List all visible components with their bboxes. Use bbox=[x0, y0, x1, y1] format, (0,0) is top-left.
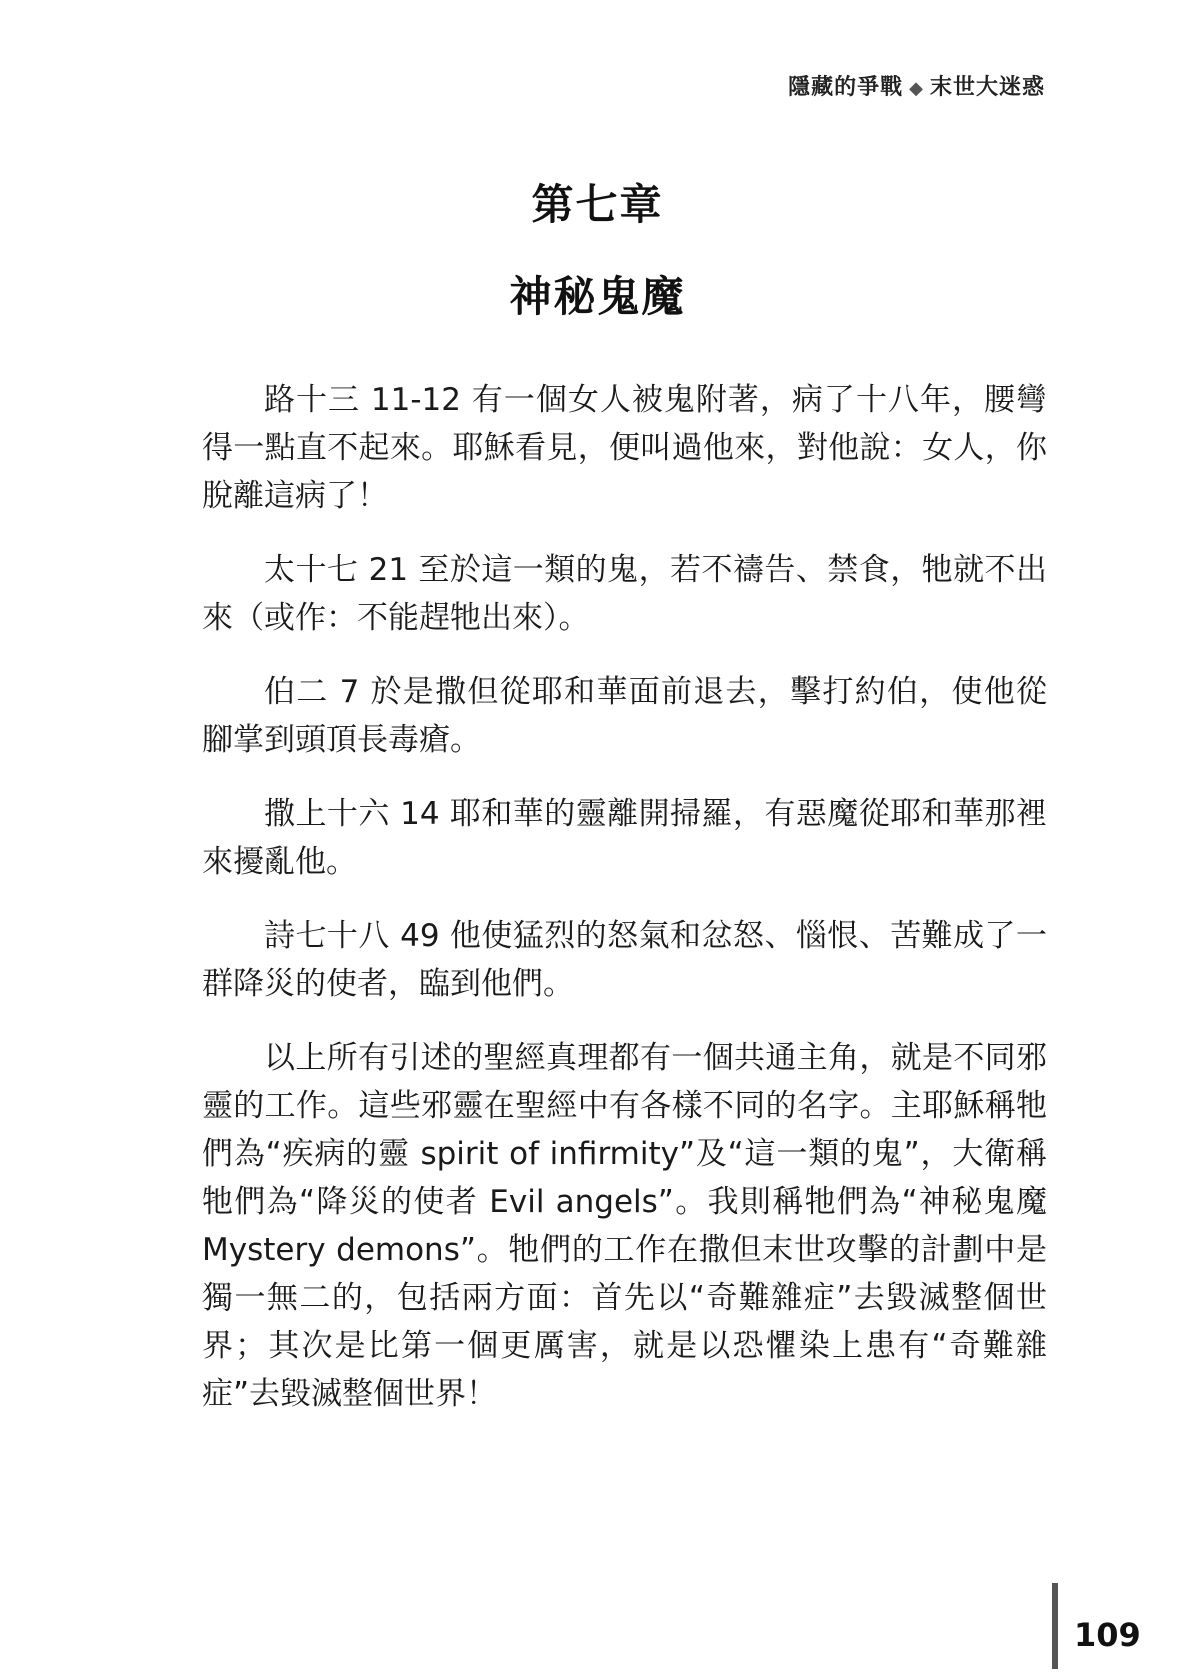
paragraph-samuel: 撒上十六 14 耶和華的靈離開掃羅，有惡魔從耶和華那裡來擾亂他。 bbox=[202, 796, 1047, 880]
book-title: 隱藏的爭戰 bbox=[788, 75, 904, 100]
chapter-title: 神秘鬼魔 bbox=[509, 272, 686, 321]
paragraph-job: 伯二 7 於是撒但從耶和華面前退去，擊打約伯，使他從腳掌到頭頂長毒瘡。 bbox=[202, 674, 1047, 758]
page-number-rule bbox=[1052, 1583, 1058, 1669]
running-header bbox=[788, 70, 1045, 101]
book-subtitle: 末世大迷惑 bbox=[929, 75, 1045, 100]
chapter-number: 第七章 bbox=[531, 180, 664, 229]
paragraph-commentary: 以上所有引述的聖經真理都有一個共通主角，就是不同邪靈的工作。這些邪靈在聖經中有各樣不同的名字。主耶穌稱牠們為“疾病的靈 spirit of infirmity”及“這一類的鬼”，大衛稱牠們為“降災的使者 Evil angels”。我則稱牠們為“神秘鬼魔 Mystery demons”。牠們的工作在撒但末世攻擊的計劃中是獨一無二的，包括兩方面：首先以“奇難雜症”去毀滅整個世界；其次是比第一個更厲害，就是以恐懼染上患有“奇難雜症”去毀滅整個世界！ bbox=[202, 1040, 1047, 1412]
paragraph-matthew: 太十七 21 至於這一類的鬼，若不禱告、禁食，牠就不出來（或作：不能趕牠出來）。 bbox=[202, 552, 1047, 636]
paragraph-luke: 路十三 11-12 有一個女人被鬼附著，病了十八年，腰彎得一點直不起來。耶穌看見，便叫過他來，對他說：女人，你脫離這病了！ bbox=[202, 382, 1047, 514]
body-text bbox=[202, 376, 1047, 1444]
page-number: 109 bbox=[1074, 1616, 1141, 1654]
paragraph-psalms: 詩七十八 49 他使猛烈的怒氣和忿怒、惱恨、苦難成了一群降災的使者，臨到他們。 bbox=[202, 918, 1047, 1002]
diamond-separator-icon: ◆ bbox=[909, 78, 924, 99]
